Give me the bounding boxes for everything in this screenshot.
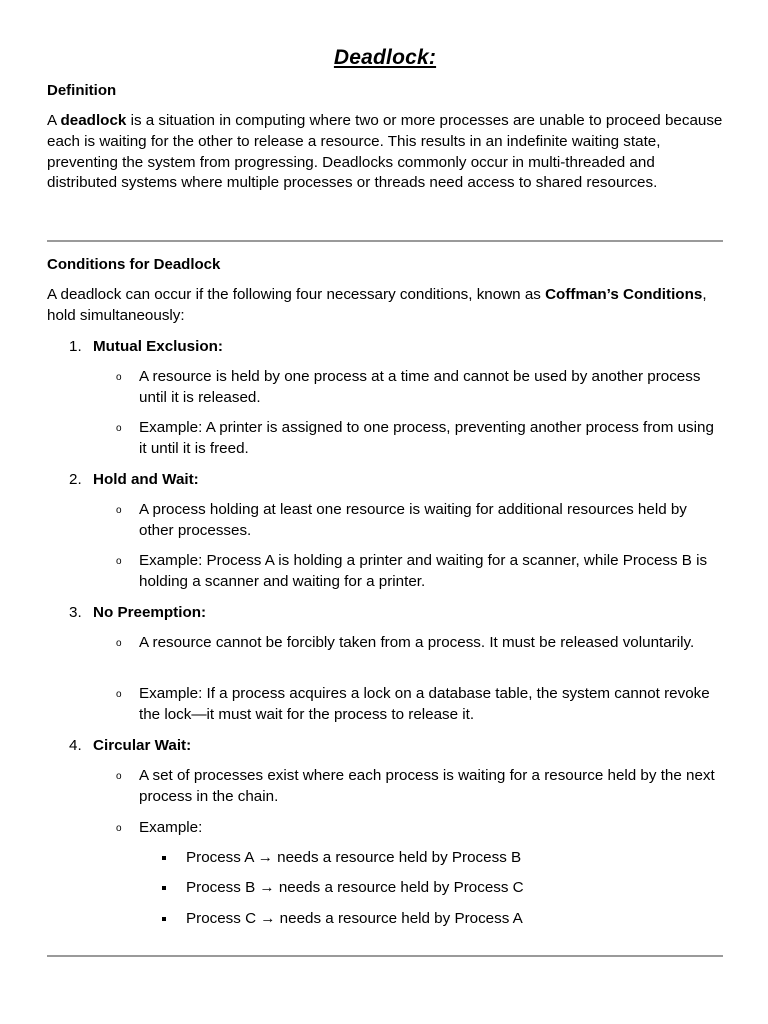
condition-item-4 xyxy=(47,736,723,757)
definition-paragraph xyxy=(47,111,723,194)
conditions-intro xyxy=(47,285,723,327)
condition-point-text: Example: If a process acquires a lock on a database table, the system cannot revoke the lock—it must wait for the process to release it. xyxy=(139,685,710,723)
condition-title: Circular Wait: xyxy=(93,737,192,754)
condition-title: Mutual Exclusion: xyxy=(93,338,223,355)
condition-point-text: A set of processes exist where each process is waiting for a resource held by the next process in the chain. xyxy=(139,767,715,805)
condition-item-1 xyxy=(47,337,723,358)
condition-point xyxy=(47,766,723,808)
condition-point-text: A process holding at least one resource is waiting for additional resources held by other processes. xyxy=(139,501,687,539)
circular-wait-step-text: Process A → needs a resource held by Process B xyxy=(186,849,522,866)
condition-point xyxy=(47,684,723,726)
condition-title: No Preemption: xyxy=(93,604,207,621)
page-title: Deadlock: xyxy=(333,46,437,69)
condition-point xyxy=(47,551,723,593)
condition-point xyxy=(47,633,723,654)
condition-number: 2. xyxy=(69,471,82,488)
circle-bullet-icon: o xyxy=(116,556,122,567)
circular-wait-step xyxy=(47,909,723,930)
condition-point-text: Example: A printer is assigned to one process, preventing another process from using it until it is freed. xyxy=(139,419,714,457)
definition-text-pre: A xyxy=(47,112,61,129)
coffman-conditions-term: Coffman’s Conditions xyxy=(545,286,703,303)
condition-item-2 xyxy=(47,470,723,491)
condition-item-3 xyxy=(47,603,723,624)
condition-point-text: Example: Process A is holding a printer and waiting for a scanner, while Process B is holding a scanner and waiting for a printer. xyxy=(139,552,708,590)
circular-wait-step xyxy=(47,848,723,869)
definition-heading: Definition xyxy=(47,82,117,99)
section-divider-bottom xyxy=(47,955,723,957)
circular-wait-step-text: Process C → needs a resource held by Process A xyxy=(186,910,523,927)
condition-number: 3. xyxy=(69,604,82,621)
circle-bullet-icon: o xyxy=(116,823,122,834)
square-bullet-icon xyxy=(162,886,166,890)
condition-point-text: A resource is held by one process at a time and cannot be used by another process until it is released. xyxy=(139,368,701,406)
condition-point xyxy=(47,818,723,839)
circular-wait-step xyxy=(47,878,723,899)
condition-number: 1. xyxy=(69,338,82,355)
condition-point xyxy=(47,418,723,460)
square-bullet-icon xyxy=(162,917,166,921)
condition-point xyxy=(47,367,723,409)
definition-text-post: is a situation in computing where two or more processes are unable to proceed because each is waiting for the other to release a resource. This results in an indefinite waiting state, preventing the system from progressing. Deadlocks commonly occur in multi-threaded and distributed systems where multiple processes or threads need access to shared resources. xyxy=(47,112,723,192)
circle-bullet-icon: o xyxy=(116,771,122,782)
definition-term: deadlock xyxy=(60,112,127,129)
condition-point-text: A resource cannot be forcibly taken from a process. It must be released voluntarily. xyxy=(139,634,695,651)
circular-wait-step-text: Process B → needs a resource held by Process C xyxy=(186,879,524,896)
conditions-heading: Conditions for Deadlock xyxy=(47,256,221,273)
condition-number: 4. xyxy=(69,737,82,754)
circle-bullet-icon: o xyxy=(116,689,122,700)
condition-point-text: Example: xyxy=(139,819,203,836)
conditions-intro-post: , hold simultaneously: xyxy=(47,286,707,324)
circle-bullet-icon: o xyxy=(116,638,122,649)
condition-title: Hold and Wait: xyxy=(93,471,199,488)
condition-point xyxy=(47,500,723,542)
square-bullet-icon xyxy=(162,856,166,860)
section-divider-top xyxy=(47,240,723,242)
circle-bullet-icon: o xyxy=(116,423,122,434)
circle-bullet-icon: o xyxy=(116,505,122,516)
circle-bullet-icon: o xyxy=(116,372,122,383)
conditions-intro-pre: A deadlock can occur if the following four necessary conditions, known as xyxy=(47,286,546,303)
